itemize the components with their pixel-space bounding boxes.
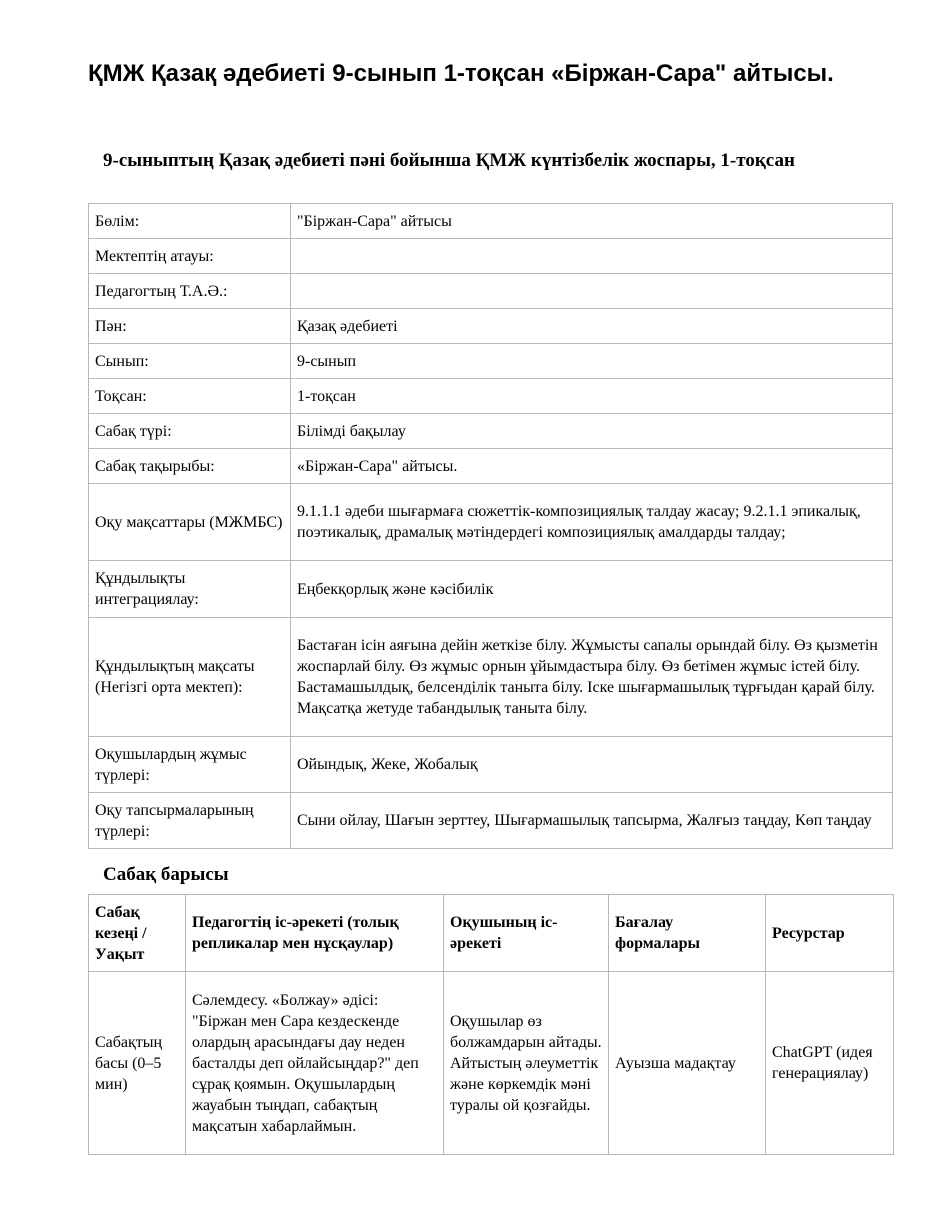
table-row — [89, 561, 893, 618]
table-row — [89, 618, 893, 737]
info-value: Қазақ әдебиеті — [291, 309, 893, 344]
info-value: «Біржан-Сара" айтысы. — [291, 449, 893, 484]
teacher-activity-cell: Сәлемдесу. «Болжау» әдісі: "Біржан мен Сара кездескенде олардың арасындағы дау неден басталды деп ойлайсыңдар?" деп сұрақ қоямын. Оқушылардың жауабын тыңдап, сабақтың мақсатын хабарлаймын. — [186, 972, 444, 1155]
info-label: Құндылықты интеграциялау: — [89, 561, 291, 618]
info-label: Сабақ түрі: — [89, 414, 291, 449]
document-title: ҚМЖ Қазақ әдебиеті 9-сынып 1-тоқсан «Біржан-Сара" айтысы. — [88, 60, 834, 87]
column-header-assessment: Бағалау формалары — [609, 895, 766, 972]
table-row — [89, 484, 893, 561]
lesson-info-table — [88, 203, 893, 849]
info-value: Сыни ойлау, Шағын зерттеу, Шығармашылық тапсырма, Жалғыз таңдау, Көп таңдау — [291, 793, 893, 849]
table-row — [89, 414, 893, 449]
info-label: Сынып: — [89, 344, 291, 379]
info-value: 1-тоқсан — [291, 379, 893, 414]
info-value: Білімді бақылау — [291, 414, 893, 449]
plan-heading: 9-сыныптың Қазақ әдебиеті пәні бойынша ҚМЖ күнтізбелік жоспары, 1-тоқсан — [103, 150, 795, 171]
lesson-progress-table — [88, 894, 894, 1155]
table-row — [89, 737, 893, 793]
info-label: Оқу мақсаттары (МЖМБС) — [89, 484, 291, 561]
table-row — [89, 274, 893, 309]
table-header-row — [89, 895, 894, 972]
info-value — [291, 274, 893, 309]
column-header-resources: Ресурстар — [766, 895, 894, 972]
table-row — [89, 449, 893, 484]
info-label: Оқушылардың жұмыс түрлері: — [89, 737, 291, 793]
table-row — [89, 793, 893, 849]
table-row — [89, 344, 893, 379]
info-label: Мектептің атауы: — [89, 239, 291, 274]
info-value — [291, 239, 893, 274]
student-activity-cell: Оқушылар өз болжамдарын айтады. Айтыстың әлеуметтік және көркемдік мәні туралы ой қозғайды. — [444, 972, 609, 1155]
info-value: Еңбекқорлық және кәсібилік — [291, 561, 893, 618]
info-label: Оқу тапсырмаларының түрлері: — [89, 793, 291, 849]
resources-cell: ChatGPT (идея генерациялау) — [766, 972, 894, 1155]
info-label: Тоқсан: — [89, 379, 291, 414]
table-row — [89, 379, 893, 414]
lesson-stage-cell: Сабақтың басы (0–5 мин) — [89, 972, 186, 1155]
column-header-student-activity: Оқушының іс-әрекеті — [444, 895, 609, 972]
table-row — [89, 972, 894, 1155]
info-value: 9-сынып — [291, 344, 893, 379]
info-label: Пән: — [89, 309, 291, 344]
info-value: "Біржан-Сара" айтысы — [291, 204, 893, 239]
info-value: Бастаған ісін аяғына дейін жеткізе білу. Жұмысты сапалы орындай білу. Өз қызметін жоспарлай білу. Өз жұмыс орнын ұйымдастыра білу. Өз бетімен жұмыс істей білу. Бастамашылдық, белсенділік таныта білу. Іске шығармашылық тұрғыдан қарай білу. Мақсатқа жетуде табандылық таныта білу. — [291, 618, 893, 737]
column-header-stage: Сабақ кезеңі / Уақыт — [89, 895, 186, 972]
info-label: Құндылықтың мақсаты (Негізгі орта мектеп): — [89, 618, 291, 737]
assessment-cell: Ауызша мадақтау — [609, 972, 766, 1155]
info-label: Сабақ тақырыбы: — [89, 449, 291, 484]
info-value: 9.1.1.1 әдеби шығармаға сюжеттік-композициялық талдау жасау; 9.2.1.1 эпикалық, поэтикалық, драмалық мәтіндердегі композициялық амалдарды талдау; — [291, 484, 893, 561]
lesson-progress-heading: Сабақ барысы — [103, 864, 229, 885]
info-value: Ойындық, Жеке, Жобалық — [291, 737, 893, 793]
table-row — [89, 204, 893, 239]
info-label: Педагогтың Т.А.Ә.: — [89, 274, 291, 309]
info-label: Бөлім: — [89, 204, 291, 239]
column-header-teacher-activity: Педагогтің іс-әрекеті (толық репликалар мен нұсқаулар) — [186, 895, 444, 972]
table-row — [89, 309, 893, 344]
table-row — [89, 239, 893, 274]
